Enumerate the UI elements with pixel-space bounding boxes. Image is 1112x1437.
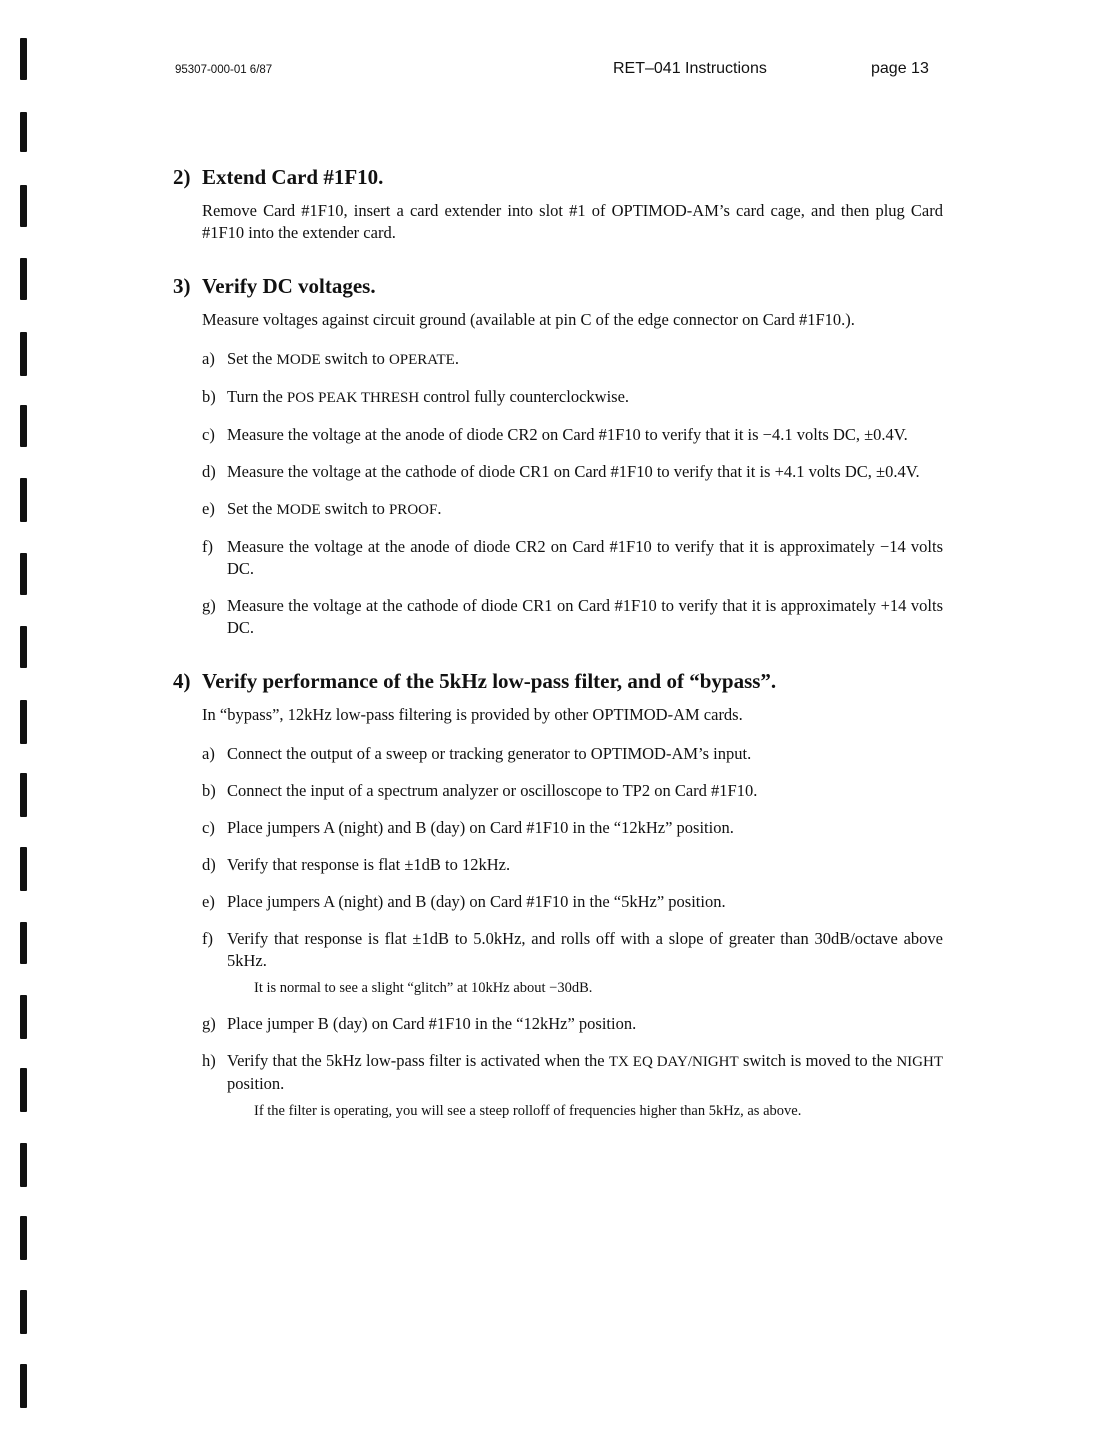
- control-name: NIGHT: [896, 1054, 943, 1070]
- page-content: [173, 165, 943, 1136]
- step-text: Measure the voltage at the cathode of diode CR1 on Card #1F10 to verify that it is +4.1 volts DC, ±0.4V.: [227, 462, 920, 481]
- binder-hole: [20, 1143, 27, 1187]
- step-key: d): [202, 462, 216, 481]
- binder-hole: [20, 626, 27, 668]
- step-text: Measure the voltage at the anode of diode CR2 on Card #1F10 to verify that it is −4.1 volts DC, ±0.4V.: [227, 425, 908, 444]
- step-item: [202, 817, 943, 839]
- document-title: RET–041 Instructions: [613, 60, 767, 77]
- section-verify-dc-voltages: [173, 274, 943, 639]
- binder-hole: [20, 847, 27, 891]
- binder-hole: [20, 773, 27, 817]
- binder-hole: [20, 478, 27, 522]
- section-intro: Measure voltages against circuit ground (available at pin C of the edge connector on Card #1F10.).: [202, 310, 855, 329]
- step-item: [202, 498, 943, 521]
- document-number: 95307-000-01 6/87: [175, 64, 273, 76]
- step-text: Measure the voltage at the anode of diode CR2 on Card #1F10 to verify that it is approximately −14 volts DC.: [227, 537, 943, 578]
- step-item: [202, 386, 943, 409]
- step-key: e): [202, 499, 215, 518]
- step-item: [202, 348, 943, 371]
- step-key: d): [202, 855, 216, 874]
- step-text: Set the MODE switch to PROOF.: [227, 499, 442, 518]
- step-key: c): [202, 818, 215, 837]
- step-key: a): [202, 744, 215, 763]
- section-title: Verify performance of the 5kHz low-pass filter, and of “bypass”.: [202, 669, 777, 693]
- page-number: page 13: [871, 60, 929, 77]
- step-item: [202, 854, 943, 876]
- section-heading: [173, 165, 943, 190]
- step-key: b): [202, 781, 216, 800]
- step-key: a): [202, 349, 215, 368]
- step-text: Turn the POS PEAK THRESH control fully counterclockwise.: [227, 387, 630, 406]
- binder-hole: [20, 405, 27, 447]
- section-verify-filter: [173, 669, 943, 1121]
- step-key: f): [202, 929, 213, 948]
- step-text: Verify that response is flat ±1dB to 12kHz.: [227, 855, 511, 874]
- binder-hole: [20, 332, 27, 376]
- step-key: h): [202, 1051, 216, 1070]
- step-item: [202, 780, 943, 802]
- binder-hole: [20, 112, 27, 152]
- step-text: Verify that the 5kHz low-pass filter is activated when the TX EQ DAY/NIGHT switch is moved to the NIGHT position.: [227, 1051, 943, 1093]
- step-item: [202, 1013, 943, 1035]
- step-text: Measure the voltage at the cathode of diode CR1 on Card #1F10 to verify that it is approximately +14 volts DC.: [227, 596, 943, 637]
- section-intro: Remove Card #1F10, insert a card extender into slot #1 of OPTIMOD-AM’s card cage, and then plug Card #1F10 into the extender card.: [202, 201, 943, 242]
- step-text: Verify that response is flat ±1dB to 5.0kHz, and rolls off with a slope of greater than 30dB/octave above 5kHz.: [227, 929, 943, 970]
- section-number: 3): [173, 274, 191, 298]
- section-intro: In “bypass”, 12kHz low-pass filtering is provided by other OPTIMOD-AM cards.: [202, 705, 743, 724]
- binder-margin: [18, 0, 32, 1437]
- binder-hole: [20, 1216, 27, 1260]
- step-key: f): [202, 537, 213, 556]
- step-key: c): [202, 425, 215, 444]
- binder-hole: [20, 922, 27, 964]
- binder-hole: [20, 1290, 27, 1334]
- step-item: [202, 743, 943, 765]
- section-heading: [173, 669, 943, 694]
- step-item: [202, 595, 943, 639]
- control-name: OPERATE: [388, 352, 455, 368]
- step-item: [202, 1050, 943, 1121]
- step-text: Connect the input of a spectrum analyzer or oscilloscope to TP2 on Card #1F10.: [227, 781, 758, 800]
- step-text: Place jumpers A (night) and B (day) on Card #1F10 in the “12kHz” position.: [227, 818, 734, 837]
- step-text: Set the MODE switch to OPERATE.: [227, 349, 459, 368]
- binder-hole: [20, 258, 27, 300]
- binder-hole: [20, 185, 27, 227]
- section-number: 2): [173, 165, 191, 189]
- section-number: 4): [173, 669, 191, 693]
- step-item: [202, 928, 943, 998]
- step-item: [202, 536, 943, 580]
- step-item: [202, 891, 943, 913]
- binder-hole: [20, 1364, 27, 1408]
- control-name: POS PEAK THRESH: [286, 390, 420, 406]
- step-item: [202, 461, 943, 483]
- section-title: Verify DC voltages.: [202, 274, 376, 298]
- step-key: g): [202, 596, 216, 615]
- section-extend-card: [173, 165, 943, 244]
- step-note: If the filter is operating, you will see a steep rolloff of frequencies higher than 5kHz, as above.: [254, 1103, 802, 1119]
- control-name: PROOF: [388, 502, 438, 518]
- step-item: [202, 424, 943, 446]
- step-note: It is normal to see a slight “glitch” at 10kHz about −30dB.: [254, 980, 593, 996]
- step-key: g): [202, 1014, 216, 1033]
- control-name: MODE: [276, 502, 321, 518]
- binder-hole: [20, 553, 27, 595]
- binder-hole: [20, 995, 27, 1039]
- step-text: Connect the output of a sweep or tracking generator to OPTIMOD-AM’s input.: [227, 744, 752, 763]
- step-text: Place jumper B (day) on Card #1F10 in the “12kHz” position.: [227, 1014, 637, 1033]
- section-heading: [173, 274, 943, 299]
- binder-hole: [20, 38, 27, 80]
- section-title: Extend Card #1F10.: [202, 165, 384, 189]
- step-text: Place jumpers A (night) and B (day) on Card #1F10 in the “5kHz” position.: [227, 892, 726, 911]
- binder-hole: [20, 700, 27, 744]
- binder-hole: [20, 1068, 27, 1112]
- control-name: MODE: [276, 352, 321, 368]
- step-key: e): [202, 892, 215, 911]
- control-name: TX EQ DAY/NIGHT: [608, 1054, 739, 1070]
- step-key: b): [202, 387, 216, 406]
